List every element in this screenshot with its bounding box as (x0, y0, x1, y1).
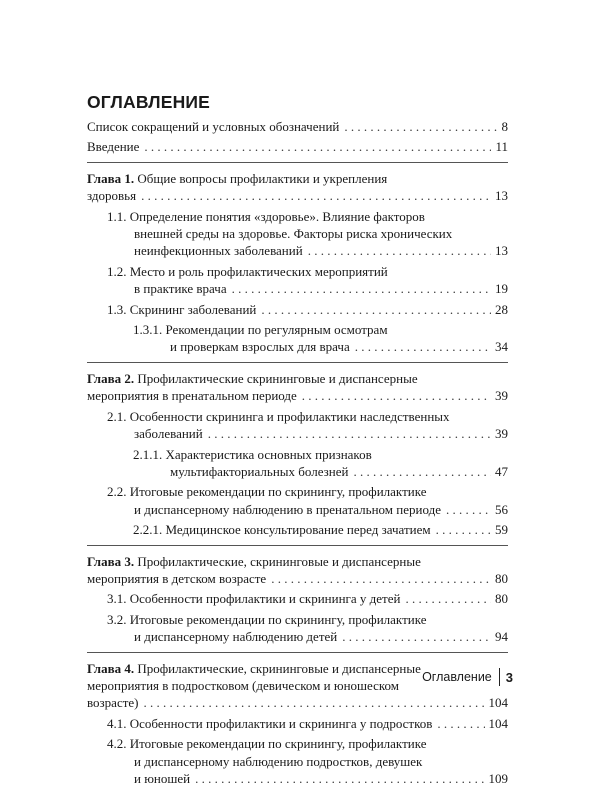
page-title: ОГЛАВЛЕНИЕ (87, 92, 211, 112)
entry-title-text: и диспансерному наблюдению в пренатальном периоде (134, 501, 441, 517)
entry-line (87, 138, 508, 155)
table-of-contents (87, 118, 508, 790)
entry-title-text: Определение понятия «здоровье». Влияние факторов (129, 208, 425, 224)
entry-title-text: Профилактические скрининговые и диспансерные (137, 370, 418, 386)
leader-dots (344, 118, 497, 135)
page-ref: 109 (488, 771, 508, 786)
entry-title-text: здоровья (87, 188, 137, 204)
toc-subsubsection[interactable] (87, 321, 508, 356)
section-divider (87, 652, 508, 653)
leader-dots (302, 387, 491, 404)
page-ref: 47 (495, 463, 508, 479)
entry-line (107, 483, 508, 500)
entry-title-text: Профилактические, скрининговые и диспансерные (137, 553, 421, 569)
toc-entry-intro[interactable] (87, 138, 508, 155)
entry-line (87, 553, 508, 570)
entry-title-text: Список сокращений и условных обозначений (87, 119, 340, 134)
entry-title-text: Введение (87, 139, 140, 155)
entry-line (87, 387, 508, 404)
section-divider (87, 545, 508, 546)
section-divider (87, 362, 508, 363)
page-ref: 39 (495, 388, 508, 404)
entry-line (107, 425, 508, 442)
toc-subsection[interactable] (87, 590, 508, 607)
leader-dots (261, 301, 491, 318)
section-number: 2.1. (107, 408, 127, 424)
entry-title-text: неинфекционных заболеваний (134, 243, 303, 259)
entry-line (133, 321, 508, 338)
leader-dots (271, 570, 491, 587)
section-number: 2.2. (107, 484, 127, 500)
entry-title-text: Место и роль профилактических мероприятий (129, 263, 388, 279)
footer-divider (499, 668, 500, 686)
leader-dots (437, 715, 484, 732)
leader-dots (232, 280, 491, 297)
page-ref: 34 (495, 339, 508, 355)
chapter-label: Глава 2. (87, 370, 135, 386)
chapter-label: Глава 3. (87, 553, 135, 569)
entry-title-text: возрасте) (87, 695, 139, 711)
entry-line (133, 463, 508, 480)
leader-dots (353, 463, 491, 480)
page-ref: 19 (495, 281, 508, 297)
section-number: 4.2. (107, 736, 127, 752)
leader-dots (144, 694, 485, 711)
page-ref: 39 (495, 426, 508, 442)
leader-dots (405, 590, 491, 607)
section-number: 3.2. (107, 611, 127, 627)
entry-line (133, 521, 508, 538)
entry-title-text: Итоговые рекомендации по скринингу, профилактике (129, 611, 427, 627)
entry-title-text: Характеристика основных признаков (165, 446, 372, 462)
entry-line (107, 408, 508, 425)
leader-dots (446, 501, 491, 518)
leader-dots (436, 521, 491, 538)
toc-entry-intro[interactable] (87, 118, 508, 135)
entry-title-text: мероприятия в подростковом (девическом и юношеском (87, 677, 400, 693)
entry-title-text: Особенности скрининга и профилактики наследственных (129, 408, 450, 424)
section-number: 3.1. (107, 591, 127, 607)
entry-title-text: заболеваний (134, 426, 203, 442)
entry-line (107, 753, 508, 770)
page-ref: 59 (495, 522, 508, 538)
entry-title-text: и диспансерному наблюдению подростков, девушек (134, 753, 423, 769)
page-ref: 28 (495, 301, 508, 317)
section-number: 4.1. (107, 715, 127, 731)
entry-title-text: Итоговые рекомендации по скринингу, профилактике (129, 736, 427, 752)
entry-title-text: Особенности профилактики и скрининга у детей (129, 591, 401, 607)
entry-title-text: мероприятия в детском возрасте (87, 570, 267, 586)
entry-title-text: Итоговые рекомендации по скринингу, профилактике (129, 484, 427, 500)
leader-dots (195, 770, 484, 787)
leader-dots (308, 242, 491, 259)
page-ref: 8 (501, 119, 508, 134)
section-number: 1.2. (107, 263, 127, 279)
entry-title-text: и проверкам взрослых для врача (170, 339, 350, 355)
page-ref: 56 (495, 501, 508, 517)
entry-line (107, 770, 508, 787)
page-ref: 13 (495, 188, 508, 204)
toc-subsection[interactable] (87, 208, 508, 260)
chapter-label: Глава 1. (87, 170, 135, 186)
page-ref: 80 (495, 570, 508, 586)
page-ref: 104 (488, 715, 508, 731)
toc-subsection[interactable] (87, 408, 508, 443)
entry-title-text: мероприятия в пренатальном периоде (87, 388, 297, 404)
entry-line (87, 370, 508, 387)
entry-line (107, 715, 508, 732)
running-header-label: Оглавление (422, 670, 492, 684)
section-number: 1.1. (107, 208, 127, 224)
entry-title-text: в практике врача (134, 281, 227, 297)
entry-line (107, 280, 508, 297)
entry-title-text: Рекомендации по регулярным осмотрам (165, 322, 388, 338)
entry-line (107, 628, 508, 645)
toc-subsection[interactable] (87, 735, 508, 787)
toc-subsection[interactable] (87, 611, 508, 646)
page-ref: 11 (495, 139, 508, 155)
toc-chapter[interactable] (87, 170, 508, 205)
entry-title-text: и юношей (134, 771, 191, 786)
entry-line (107, 208, 508, 225)
entry-line (107, 301, 508, 318)
page-ref: 104 (488, 695, 508, 711)
toc-chapter[interactable] (87, 553, 508, 588)
entry-line (87, 694, 508, 711)
entry-title-text: Медицинское консультирование перед зачатием (165, 522, 431, 538)
entry-line (107, 590, 508, 607)
page-ref: 94 (495, 629, 508, 645)
entry-title-text: Профилактические, скрининговые и диспансерные (137, 660, 421, 676)
entry-line (87, 118, 508, 135)
chapter-label: Глава 4. (87, 660, 135, 676)
toc-subsection[interactable] (87, 263, 508, 298)
leader-dots (144, 138, 491, 155)
leader-dots (342, 628, 491, 645)
leader-dots (208, 425, 491, 442)
section-number: 2.1.1. (133, 446, 163, 462)
entry-title-text: Общие вопросы профилактики и укрепления (137, 170, 388, 186)
page-number: 3 (505, 669, 513, 685)
entry-line (133, 446, 508, 463)
toc-subsubsection[interactable] (87, 446, 508, 481)
section-number: 1.3.1. (133, 322, 163, 338)
entry-line (107, 225, 508, 242)
entry-line (133, 338, 508, 355)
entry-title-text: внешней среды на здоровье. Факторы риска хронических (134, 226, 453, 242)
entry-title-text: мультифакториальных болезней (170, 463, 349, 479)
entry-line (107, 611, 508, 628)
page-footer (422, 668, 513, 686)
page-ref: 80 (495, 591, 508, 607)
entry-line (87, 170, 508, 187)
leader-dots (355, 338, 491, 355)
entry-title-text: Скрининг заболеваний (129, 301, 257, 317)
entry-title-text: и диспансерному наблюдению детей (134, 629, 338, 645)
toc-subsection[interactable] (87, 483, 508, 518)
entry-title-text: Особенности профилактики и скрининга у подростков (129, 715, 433, 731)
entry-line (107, 501, 508, 518)
section-number: 1.3. (107, 301, 127, 317)
toc-subsection[interactable] (87, 301, 508, 318)
section-number: 2.2.1. (133, 522, 163, 538)
entry-line (107, 242, 508, 259)
page-ref: 13 (495, 243, 508, 259)
toc-subsubsection[interactable] (87, 521, 508, 538)
toc-subsection[interactable] (87, 715, 508, 732)
leader-dots (141, 187, 491, 204)
toc-chapter[interactable] (87, 370, 508, 405)
section-divider (87, 162, 508, 163)
entry-line (87, 570, 508, 587)
entry-line (87, 187, 508, 204)
entry-line (107, 263, 508, 280)
